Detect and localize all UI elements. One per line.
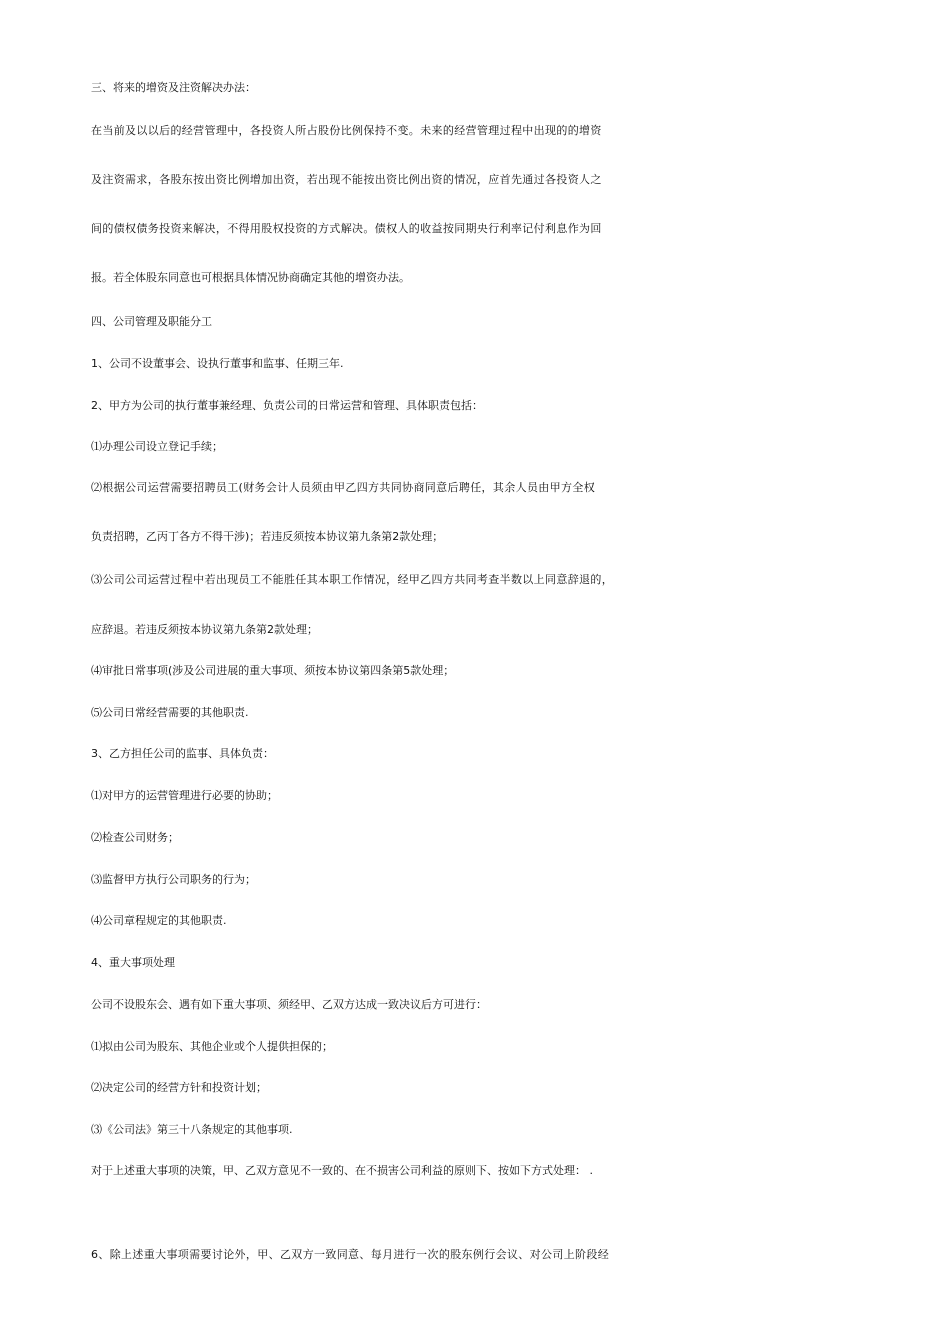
list-item: 2、甲方为公司的执行董事兼经理、负责公司的日常运营和管理、具体职责包括：: [91, 399, 483, 412]
paragraph-line: 及注资需求，各股东按出资比例增加出资，若出现不能按出资比例出资的情况，应首先通过各投资人之: [91, 173, 602, 186]
list-item: ⑶公司公司运营过程中若出现员工不能胜任其本职工作情况，经甲乙四方共同考查半数以上同意辞退的，: [91, 573, 614, 586]
list-item: ⑴对甲方的运营管理进行必要的协助；: [91, 789, 278, 802]
list-item: 1、公司不设董事会、设执行董事和监事、任期三年.: [91, 357, 344, 370]
list-item: ⑷公司章程规定的其他职责.: [91, 914, 227, 927]
paragraph-line: 报。若全体股东同意也可根据具体情况协商确定其他的增资办法。: [91, 271, 410, 284]
list-item: ⑵决定公司的经营方针和投资计划；: [91, 1081, 267, 1094]
section-heading-3: 三、将来的增资及注资解决办法：: [91, 81, 256, 94]
list-item-continuation: 应辞退。若违反须按本协议第九条第2款处理；: [91, 623, 318, 636]
list-item: ⑶《公司法》第三十八条规定的其他事项.: [91, 1123, 293, 1136]
list-item: ⑵检查公司财务；: [91, 831, 179, 844]
paragraph-line: 在当前及以以后的经营管理中，各投资人所占股份比例保持不变。未来的经营管理过程中出现的的增资: [91, 124, 602, 137]
list-item: ⑷审批日常事项(涉及公司进展的重大事项、须按本协议第四条第5款处理；: [91, 664, 455, 677]
list-item: 6、除上述重大事项需要讨论外，甲、乙双方一致同意、每月进行一次的股东例行会议、对公司上阶段经: [91, 1248, 610, 1261]
paragraph-line: 对于上述重大事项的决策，甲、乙双方意见不一致的、在不损害公司利益的原则下、按如下方式处理： .: [91, 1164, 593, 1177]
list-item-continuation: 负责招聘，乙丙丁各方不得干涉)；若违反须按本协议第九条第2款处理；: [91, 530, 444, 543]
list-item: ⑴拟由公司为股东、其他企业或个人提供担保的；: [91, 1040, 333, 1053]
section-heading-4: 四、公司管理及职能分工: [91, 315, 212, 328]
list-item: ⑸公司日常经营需要的其他职责.: [91, 706, 249, 719]
paragraph-line: 公司不设股东会、遇有如下重大事项、须经甲、乙双方达成一致决议后方可进行：: [91, 998, 487, 1011]
list-item: 3、乙方担任公司的监事、具体负责：: [91, 747, 274, 760]
list-item: ⑴办理公司设立登记手续；: [91, 440, 223, 453]
paragraph-line: 间的债权债务投资来解决，不得用股权投资的方式解决。债权人的收益按同期央行利率记付利息作为回: [91, 222, 602, 235]
list-item: ⑶监督甲方执行公司职务的行为；: [91, 873, 256, 886]
list-item: 4、重大事项处理: [91, 956, 175, 969]
list-item: ⑵根据公司运营需要招聘员工(财务会计人员须由甲乙四方共同协商同意后聘任，其余人员由甲方全权: [91, 481, 596, 494]
